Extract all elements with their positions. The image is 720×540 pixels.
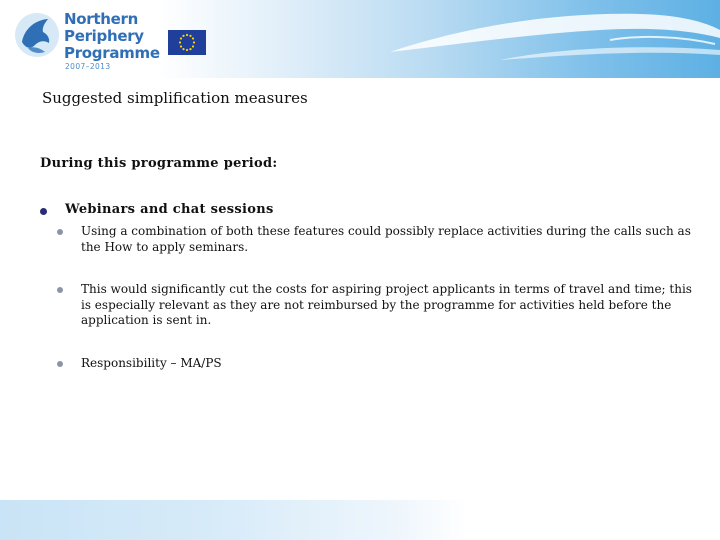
sub-bullet-text: This would significantly cut the costs for aspiring project applicants in terms of travel and time; this is especially relevant as they are not reimbursed by the programme for activities held before the application is sent in. (81, 282, 692, 327)
bullet-dot-icon (40, 208, 47, 215)
section-heading: During this programme period: (40, 156, 278, 171)
logo-line-2: Periphery (64, 27, 144, 45)
programme-logo (12, 8, 160, 74)
logo-line-1: Northern (64, 10, 138, 28)
bird-icon (14, 12, 60, 58)
logo-line-3: Programme (64, 44, 160, 62)
header-banner (0, 0, 720, 78)
logo-wordmark (64, 11, 160, 62)
sub-bullet-dot-icon (57, 287, 63, 293)
eu-flag-icon (168, 30, 206, 55)
main-bullet-text: Webinars and chat sessions (65, 202, 274, 217)
sub-bullet-dot-icon (57, 229, 63, 235)
logo-years: 2007–2013 (65, 62, 111, 71)
sub-bullet-dot-icon (57, 361, 63, 367)
slide-title: Suggested simplification measures (42, 89, 308, 107)
sub-bullet-text: Using a combination of both these features could possibly replace activities during the calls such as the How to apply seminars. (81, 224, 691, 254)
footer-band (0, 500, 720, 540)
sub-bullet-text: Responsibility – MA/PS (81, 356, 222, 370)
